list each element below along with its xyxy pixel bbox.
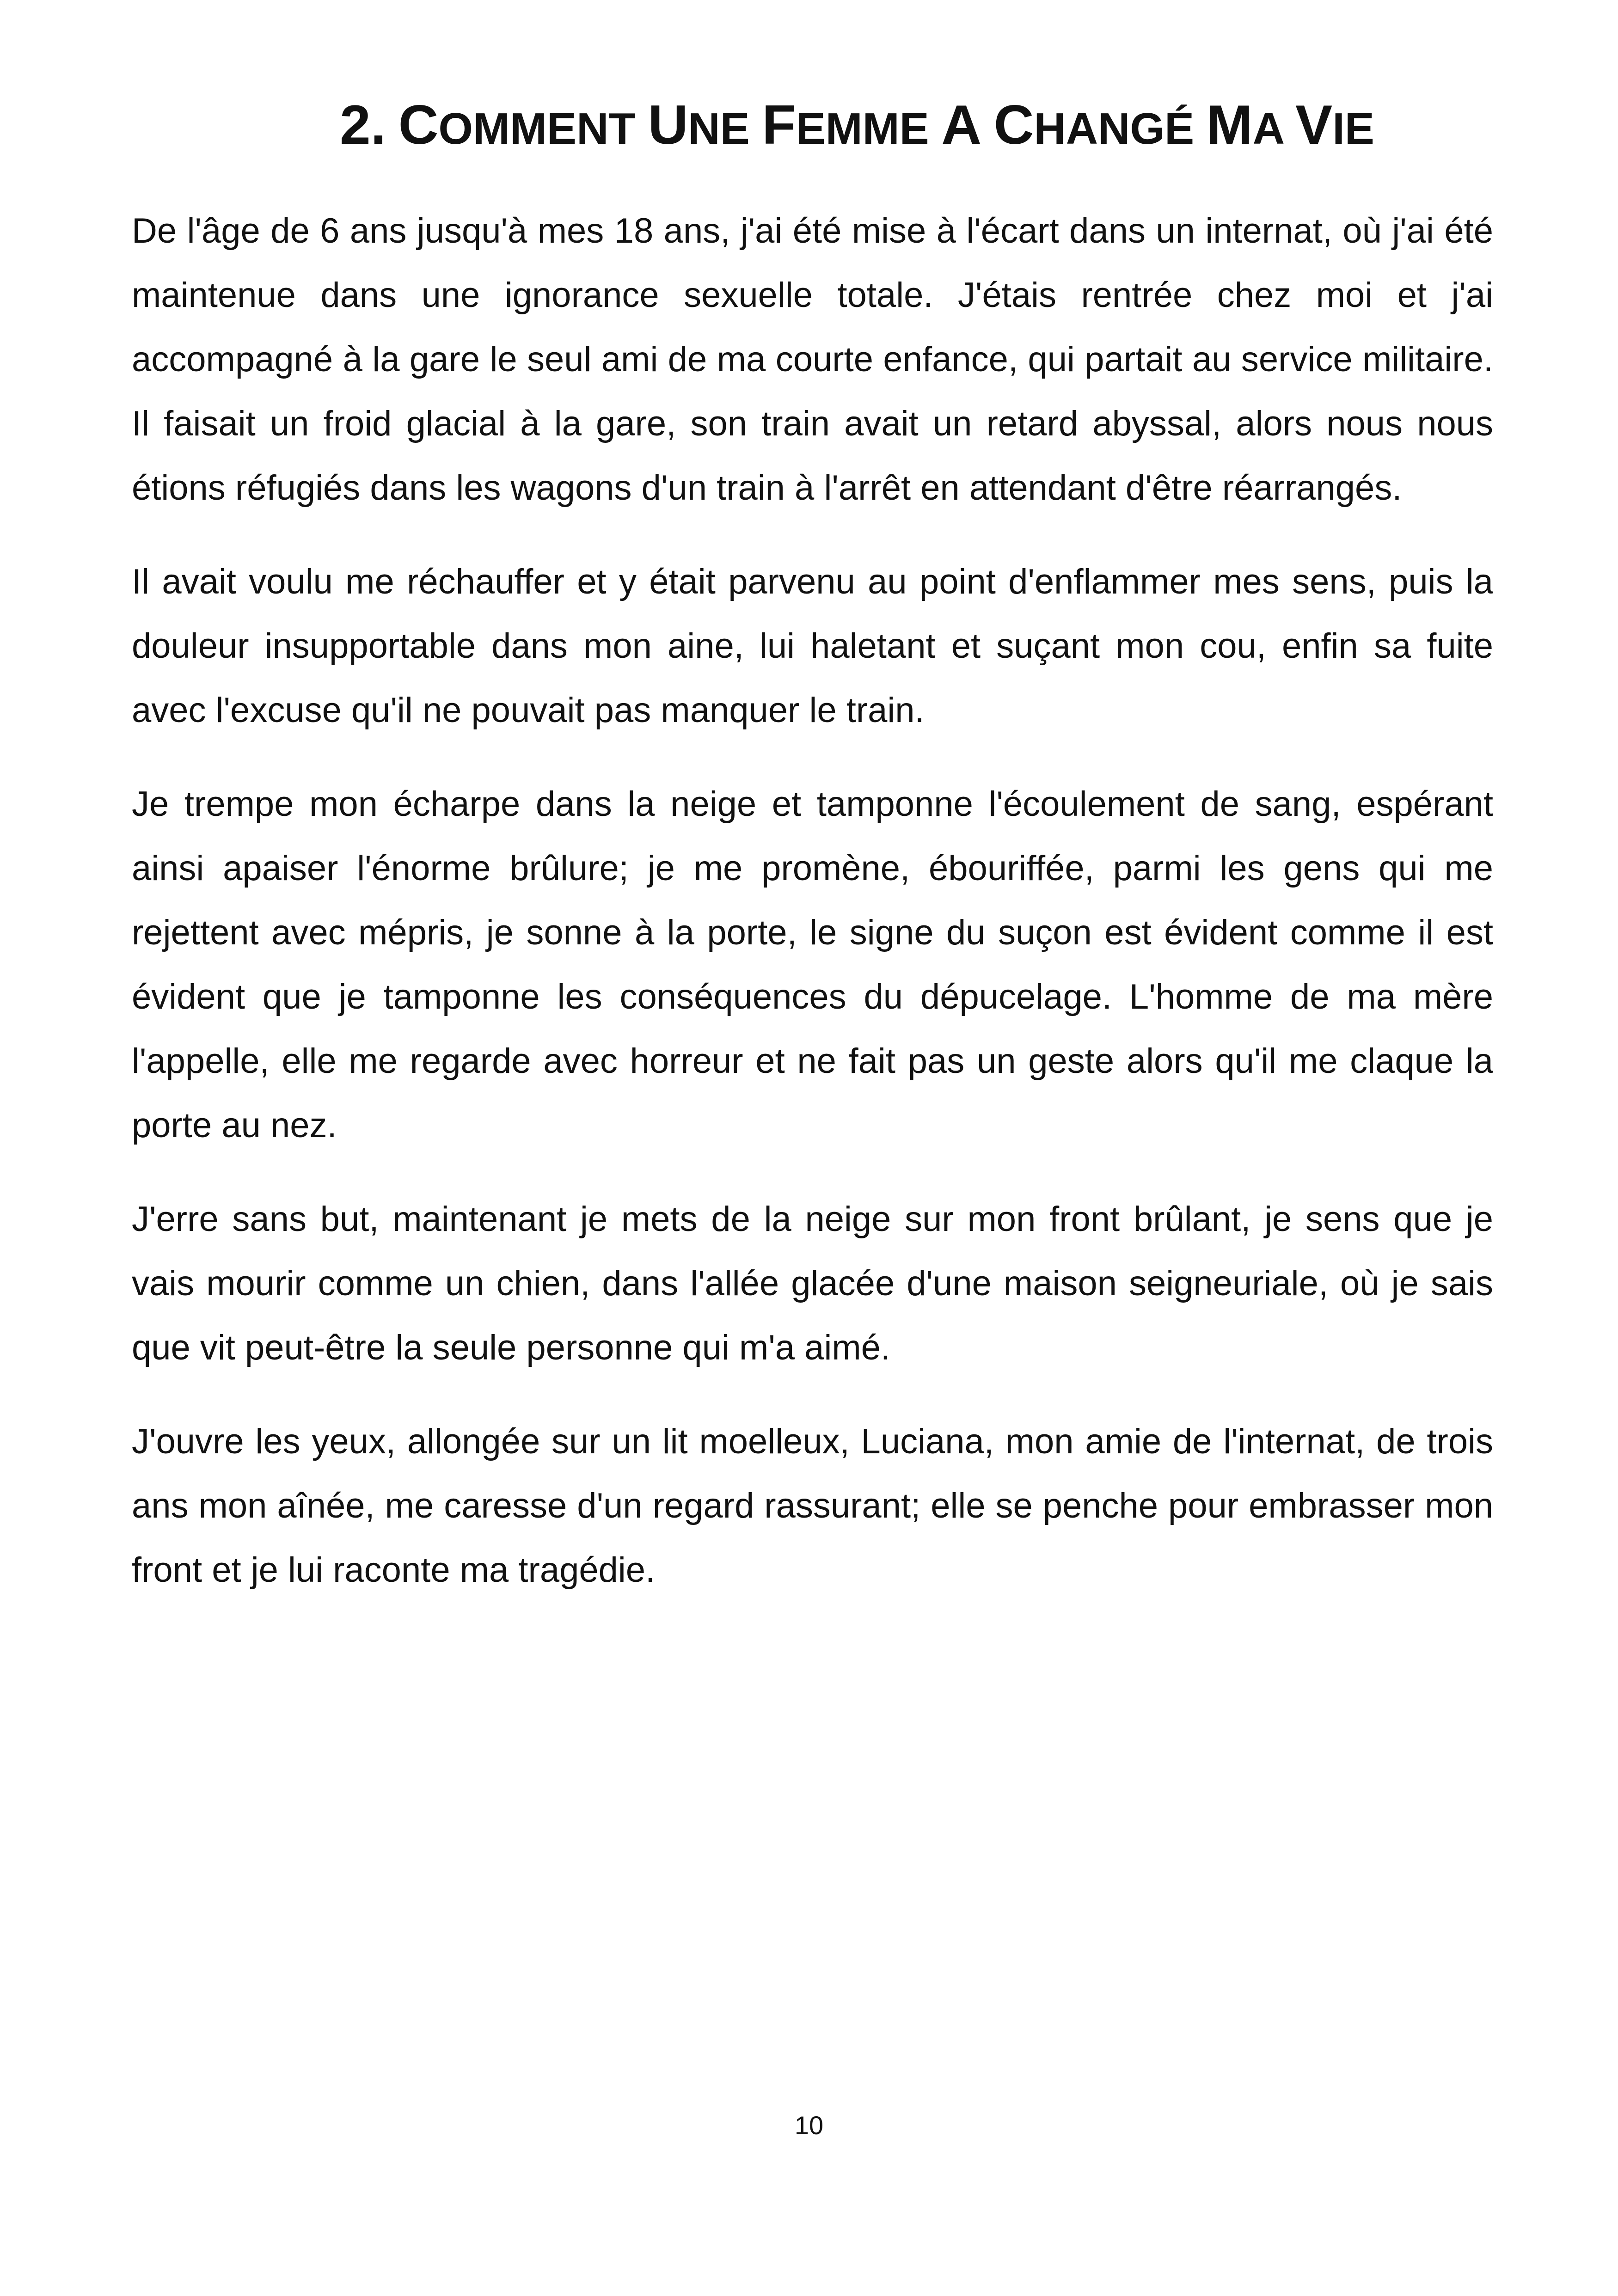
chapter-title xyxy=(398,94,1374,156)
chapter-title-word: UNE xyxy=(648,94,750,156)
page-number: 10 xyxy=(794,2111,824,2140)
chapter-title-word: A xyxy=(941,94,982,156)
chapter-number: 2. xyxy=(340,94,386,156)
page-title xyxy=(340,92,1374,161)
paragraph-4: J'erre sans but, maintenant je mets de la neige sur mon front brûlant, je sens que je vais mourir comme un chien, dans l'allée glacée d'une maison seigneuriale, où je sais que vit peut-être la seule personne qui m'a aimé. xyxy=(132,1200,1493,1367)
chapter-title-word: FEMME xyxy=(762,94,929,156)
paragraph-1: De l'âge de 6 ans jusqu'à mes 18 ans, j'ai été mise à l'écart dans un internat, où j'ai été maintenue dans une ignorance sexuelle totale. J'étais rentrée chez moi et j'ai accompagné à la gare le seul ami de ma courte enfance, qui partait au service militaire. Il faisait un froid glacial à la gare, son train avait un retard abyssal, alors nous nous étions réfugiés dans les wagons d'un train à l'arrêt en attendant d'être réarrangés. xyxy=(132,211,1493,508)
chapter-title-word: COMMENT xyxy=(398,94,636,156)
body-text xyxy=(132,199,1493,1632)
paragraph-2: Il avait voulu me réchauffer et y était parvenu au point d'enflammer mes sens, puis la douleur insupportable dans mon aine, lui haletant et suçant mon cou, enfin sa fuite avec l'excuse qu'il ne pouvait pas manquer le train. xyxy=(132,562,1493,730)
chapter-title-word: VIE xyxy=(1295,94,1374,156)
paragraph-3: Je trempe mon écharpe dans la neige et tamponne l'écoulement de sang, espérant ainsi apaiser l'énorme brûlure; je me promène, ébouriffée, parmi les gens qui me rejettent avec mépris, je sonne à la porte, le signe du suçon est évident comme il est évident que je tamponne les conséquences du dépucelage. L'homme de ma mère l'appelle, elle me regarde avec horreur et ne fait pas un geste alors qu'il me claque la porte au nez. xyxy=(132,784,1493,1145)
paragraph-5: J'ouvre les yeux, allongée sur un lit moelleux, Luciana, mon amie de l'internat, de trois ans mon aînée, me caresse d'un regard rassurant; elle se penche pour embrasser mon front et je lui raconte ma tragédie. xyxy=(132,1422,1493,1590)
chapter-title-word: CHANGÉ xyxy=(993,94,1195,156)
chapter-title-word: MA xyxy=(1206,94,1283,156)
